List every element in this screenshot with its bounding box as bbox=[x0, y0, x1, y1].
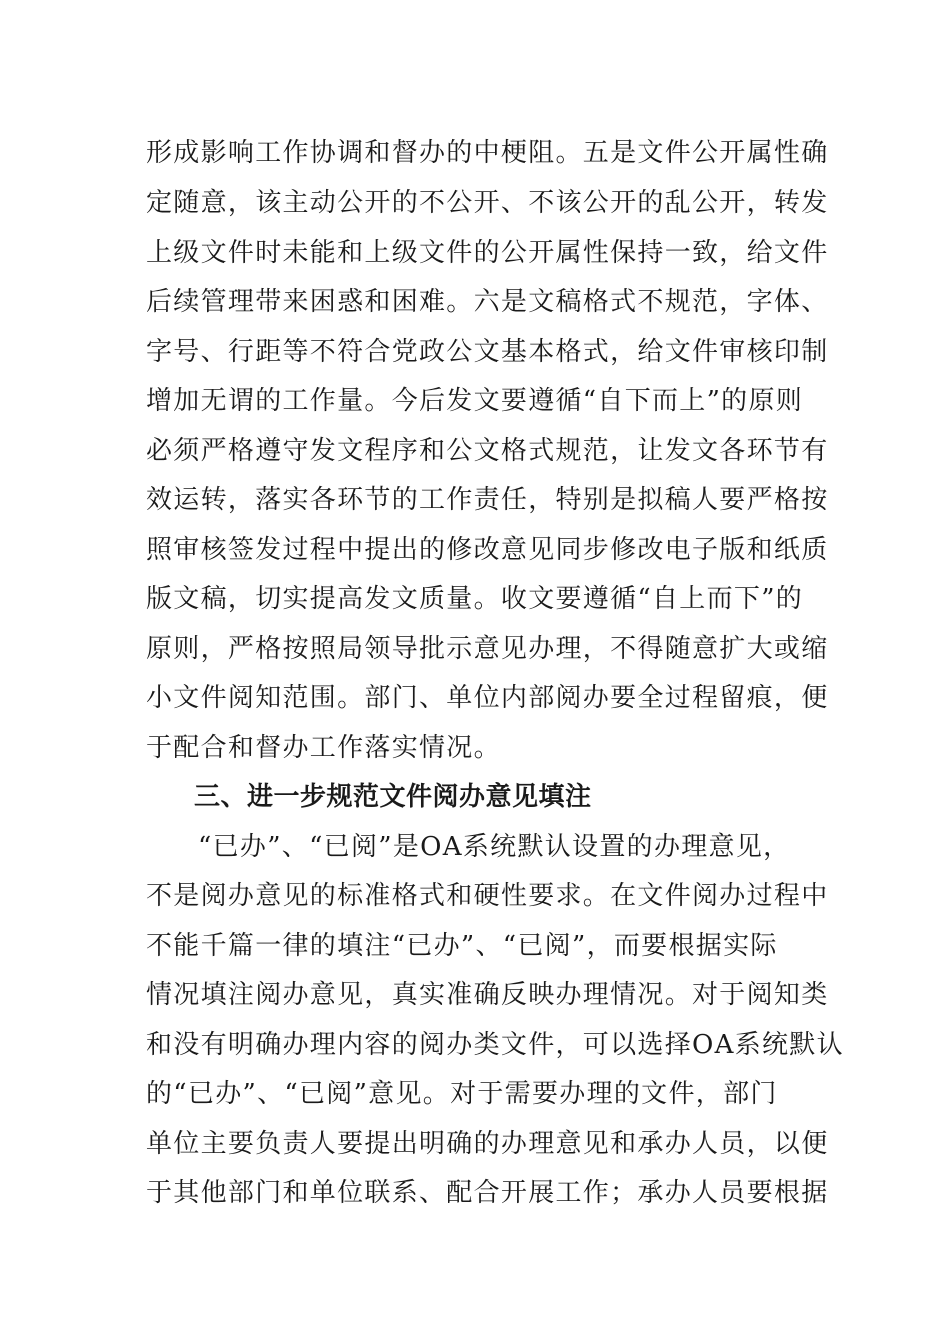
paragraph-line: “已办”、“已阅”是OA系统默认设置的办理意见， bbox=[198, 832, 791, 862]
paragraph-line: 必须严格遵守发文程序和公文格式规范，让发文各环节有 bbox=[146, 436, 829, 466]
paragraph-line: 于其他部门和单位联系、配合开展工作；承办人员要根据 bbox=[146, 1178, 829, 1208]
paragraph-line: 和没有明确办理内容的阅办类文件，可以选择OA系统默认 bbox=[146, 1030, 844, 1060]
paragraph-line: 情况填注阅办意见，真实准确反映办理情况。对于阅知类 bbox=[146, 980, 829, 1010]
paragraph-line: 单位主要负责人要提出明确的办理意见和承办人员，以便 bbox=[146, 1129, 829, 1159]
paragraph-line: 于配合和督办工作落实情况。 bbox=[146, 733, 501, 763]
paragraph-line: 原则，严格按照局领导批示意见办理，不得随意扩大或缩 bbox=[146, 634, 829, 664]
paragraph-line: 不是阅办意见的标准格式和硬性要求。在文件阅办过程中 bbox=[146, 881, 829, 911]
paragraph-line: 上级文件时未能和上级文件的公开属性保持一致，给文件 bbox=[146, 238, 829, 268]
paragraph-line: 定随意，该主动公开的不公开、不该公开的乱公开，转发 bbox=[146, 188, 829, 218]
paragraph-line: 效运转，落实各环节的工作责任，特别是拟稿人要严格按 bbox=[146, 485, 829, 515]
paragraph-line: 形成影响工作协调和督办的中梗阻。五是文件公开属性确 bbox=[146, 138, 829, 168]
paragraph-line: 字号、行距等不符合党政公文基本格式，给文件审核印制 bbox=[146, 337, 829, 367]
paragraph-line: 不能千篇一律的填注“已办”、“已阅”，而要根据实际 bbox=[146, 931, 778, 961]
section-heading: 三、进一步规范文件阅办意见填注 bbox=[194, 782, 592, 812]
paragraph-line: 后续管理带来困惑和困难。六是文稿格式不规范，字体、 bbox=[146, 287, 829, 317]
paragraph-line: 的“已办”、“已阅”意见。对于需要办理的文件，部门 bbox=[146, 1079, 778, 1109]
paragraph-line: 照审核签发过程中提出的修改意见同步修改电子版和纸质 bbox=[146, 535, 829, 565]
paragraph-line: 增加无谓的工作量。今后发文要遵循“自下而上”的原则 bbox=[146, 386, 804, 416]
paragraph-line: 小文件阅知范围。部门、单位内部阅办要全过程留痕，便 bbox=[146, 683, 829, 713]
paragraph-line: 版文稿，切实提高发文质量。收文要遵循“自上而下”的 bbox=[146, 584, 804, 614]
